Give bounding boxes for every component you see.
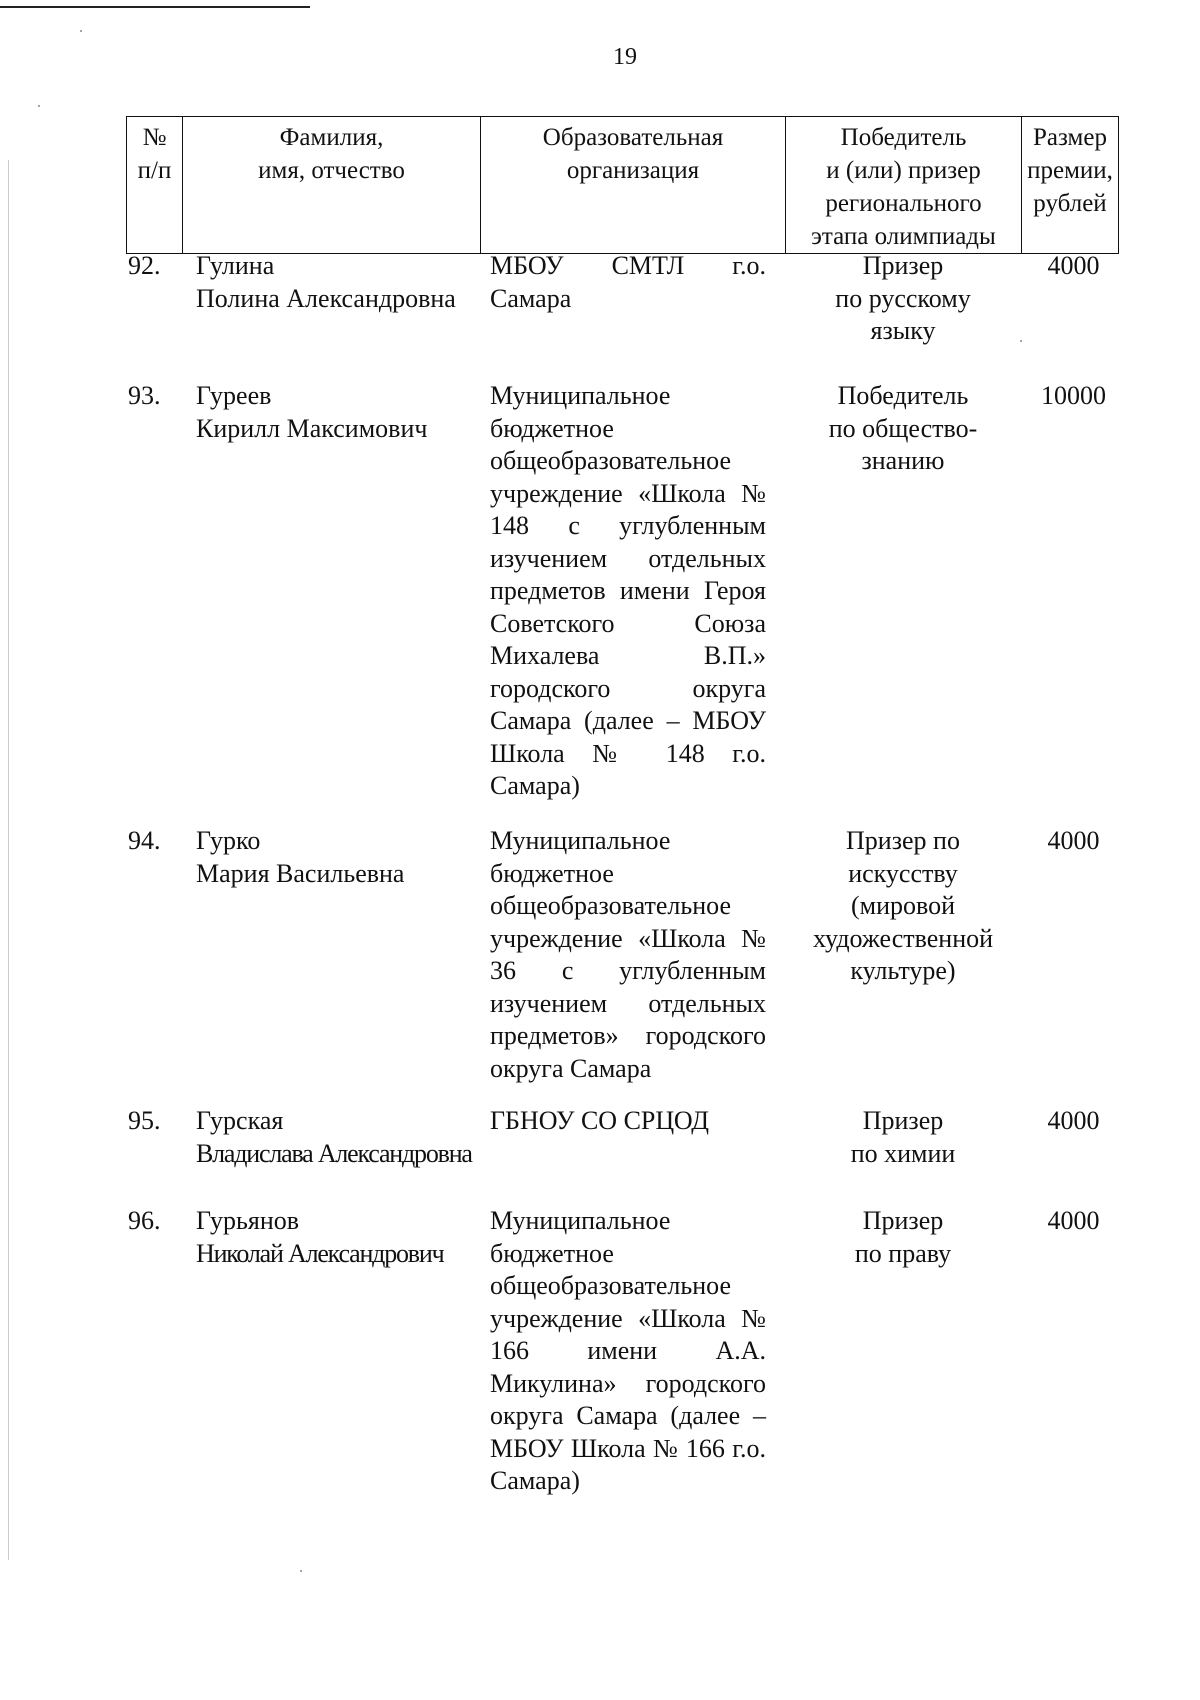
header-number: № п/п [127,117,183,254]
prize-amount: 4000 [1047,251,1100,280]
result-line: языку [870,316,936,345]
olympiad-result [785,1205,1021,1505]
surname: Гуреев [196,381,272,410]
given-names: Владислава Александровна [196,1138,472,1168]
table-row [126,1205,1126,1505]
given-names: Николай Александрович [196,1238,444,1268]
prize-amount: 4000 [1047,826,1100,855]
result-line: художественной [812,923,994,953]
result-line: по праву [854,1238,952,1268]
result-line: искусству [848,858,958,888]
result-line: Призер по [846,826,960,855]
prize-amount: 4000 [1047,1106,1100,1135]
result-line: культуре) [850,956,956,985]
row-number: 94. [128,826,161,855]
scan-speck [38,105,40,107]
surname: Гулина [196,251,275,280]
table-body [126,250,1126,1505]
participant-name [182,825,480,1105]
row-number: 96. [128,1206,161,1235]
page-number: 19 [613,44,637,70]
olympiad-result [785,250,1021,380]
organization: ГБНОУ СО СРЦОД [490,1106,710,1135]
olympiad-result [785,825,1021,1105]
participant-name [182,1105,480,1205]
scan-speck [80,30,82,32]
participant-name [182,1205,480,1505]
row-number: 95. [128,1106,161,1135]
table-row [126,380,1126,825]
result-line: знанию [861,446,945,475]
table-header [126,116,1119,254]
row-number: 93. [128,381,161,410]
table-row [126,1105,1126,1205]
surname: Гурьянов [196,1206,300,1235]
organization: Муниципальное бюджетное общеобразовательное учреждение «Школа № 166 имени А.А. Микулина» городского округа Самара (далее – МБОУ Школа № 166 г.о. Самара) [490,1206,766,1495]
surname: Гурко [196,826,261,855]
scan-speck [300,1570,302,1572]
table-row [126,825,1126,1105]
result-line: по русскому [835,283,971,313]
olympiad-result [785,1105,1021,1205]
table-row [126,250,1126,380]
result-line: по химии [850,1138,956,1168]
participant-name [182,250,480,380]
result-line: по общество- [828,413,978,443]
prize-amount: 10000 [1041,381,1106,410]
scan-edge-line [0,6,310,8]
header-organization: Образовательная организация [481,117,786,254]
result-line: Победитель [837,381,969,410]
given-names: Кирилл Максимович [196,413,428,443]
row-number: 92. [128,251,161,280]
header-prize: Размер премии, рублей [1022,117,1119,254]
organization: МБОУ СМТЛ г.о. Самара [490,251,766,313]
prize-amount: 4000 [1047,1206,1100,1235]
olympiad-result [785,380,1021,825]
header-result: Победитель и (или) призер регионального этапа олимпиады [786,117,1022,254]
result-line: Призер [862,1206,944,1235]
result-line: Призер [862,1106,944,1135]
result-line: Призер [862,251,944,280]
surname: Гурская [196,1106,284,1135]
given-names: Полина Александровна [196,283,456,313]
scan-edge-line [8,160,9,1560]
organization: Муниципальное бюджетное общеобразовательное учреждение «Школа № 36 с углубленным изучением отдельных предметов» городского округа Самара [490,826,766,1083]
participant-name [182,380,480,825]
result-line: (мировой [850,891,956,920]
header-name: Фамилия, имя, отчество [183,117,481,254]
organization: Муниципальное бюджетное общеобразовательное учреждение «Школа № 148 с углубленным изучением отдельных предметов имени Героя Советского Союза Михалева В.П.» городского округа Самара (далее – МБОУ Школа № 148 г.о. Самара) [490,381,766,800]
given-names: Мария Васильевна [196,858,405,888]
